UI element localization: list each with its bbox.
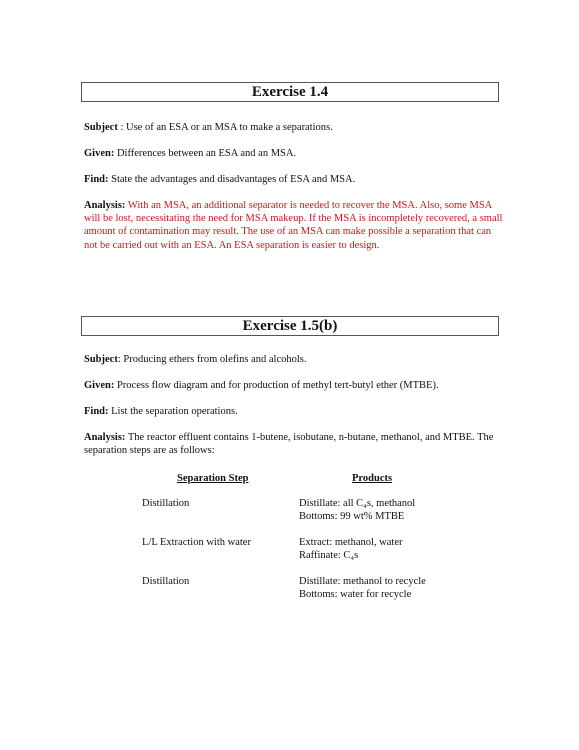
- ex14-subject: [84, 121, 333, 134]
- table-row-3-step: Distillation: [142, 576, 190, 587]
- analysis-label: Analysis:: [84, 432, 126, 443]
- subject-label: Subject: [84, 122, 118, 133]
- ex15-given: [84, 379, 439, 392]
- subject-text: : Producing ethers from olefins and alcohols.: [117, 354, 307, 365]
- table-row-1-product-2: Bottoms: 99 wt% MTBE: [299, 511, 405, 522]
- table-header-products: Products: [352, 473, 393, 484]
- table-row-2-product-1: Extract: methanol, water: [299, 537, 403, 548]
- analysis-text: The reactor effluent contains 1-butene, isobutane, n-butane, methanol, and MTBE. The separation steps are as follows:: [84, 432, 494, 457]
- find-label: Find:: [84, 406, 109, 417]
- table-row-3-product-2: Bottoms: water for recycle: [299, 589, 412, 600]
- find-label: Find:: [84, 174, 109, 185]
- given-label: Given:: [84, 148, 115, 159]
- given-text: Process flow diagram and for production of methyl tert-butyl ether (MTBE).: [114, 380, 439, 391]
- subject-text: : Use of an ESA or an MSA to make a separations.: [117, 122, 333, 133]
- given-text: Differences between an ESA and an MSA.: [114, 148, 297, 159]
- ex14-find: [84, 173, 355, 186]
- ex14-analysis: [84, 199, 504, 252]
- table-row-1-step: Distillation: [142, 498, 190, 509]
- find-text: List the separation operations.: [108, 406, 238, 417]
- table-row-2-step: L/L Extraction with water: [142, 537, 251, 548]
- ex15-find: [84, 405, 238, 418]
- table-row-2-product-2: Raffinate: C₄s: [299, 550, 359, 561]
- table-row-3-product-1: Distillate: methanol to recycle: [299, 576, 426, 587]
- exercise-1-4-title: Exercise 1.4: [81, 82, 499, 102]
- table-row-1-product-1: Distillate: all C₄s, methanol: [299, 498, 416, 509]
- subject-label: Subject: [84, 354, 118, 365]
- table-header-step: Separation Step: [177, 473, 249, 484]
- analysis-text: With an MSA, an additional separator is needed to recover the MSA. Also, some MSA will be lost, necessitating the need for MSA makeup. If the MSA is incompletely recovered, a small amount of contamination may result. The use of an MSA can make possible a separation that can not be carried out with an ESA. An ESA separation is easier to design.: [84, 200, 503, 251]
- exercise-1-5b-title: Exercise 1.5(b): [81, 316, 499, 336]
- find-text: State the advantages and disadvantages of ESA and MSA.: [108, 174, 356, 185]
- ex15-analysis: [84, 431, 504, 457]
- ex15-subject: [84, 353, 307, 366]
- analysis-label: Analysis:: [84, 200, 126, 211]
- ex14-given: [84, 147, 296, 160]
- given-label: Given:: [84, 380, 115, 391]
